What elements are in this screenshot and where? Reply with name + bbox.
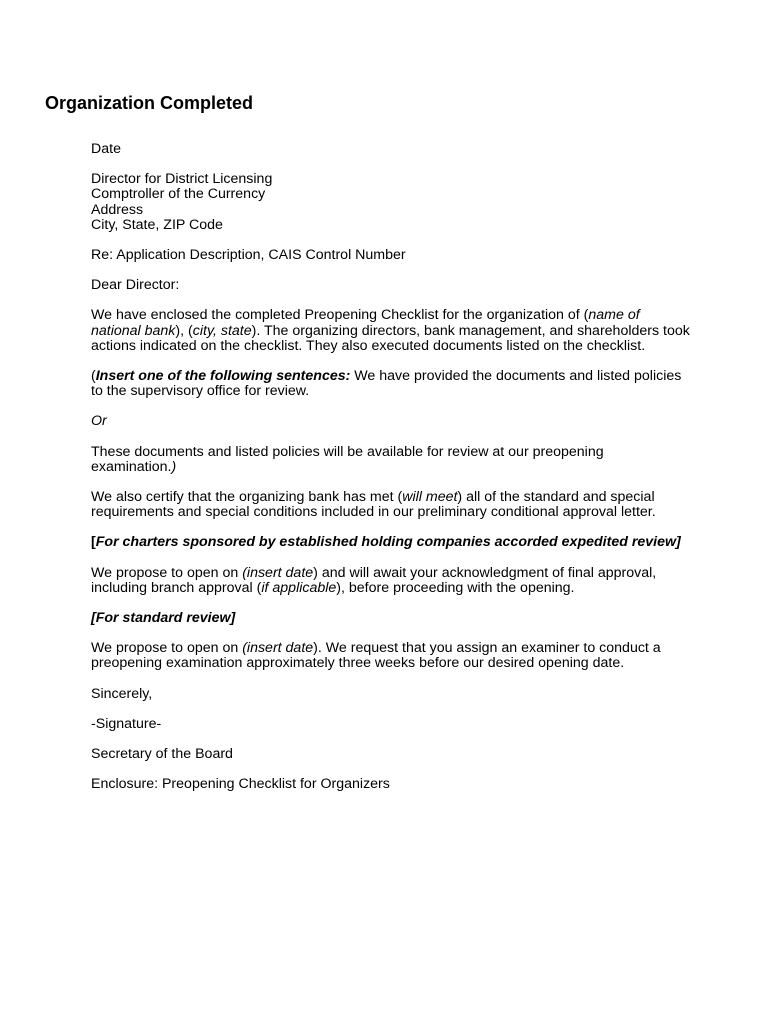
text: ). The organizing directors, bank management, and shareholders took actions indicated on the checklist. They also executed documents listed on the checklist. xyxy=(91,322,690,354)
signer-title: Secretary of the Board xyxy=(91,746,233,763)
letter-body xyxy=(91,142,691,807)
recipient-line: Director for District Licensing xyxy=(91,171,273,188)
text: We also certify that the organizing bank has met ( xyxy=(91,489,403,506)
placeholder-will-meet: will meet xyxy=(402,489,458,506)
text: ) all of the standard and special requirements and special conditions included in our preliminary conditional approval letter. xyxy=(91,489,656,521)
recipient-line: Address xyxy=(91,201,144,218)
text: ( xyxy=(91,368,96,385)
recipient-line: Comptroller of the Currency xyxy=(91,186,266,203)
text: We propose to open on xyxy=(91,564,243,581)
paragraph-available xyxy=(91,445,691,475)
instruction-text: Insert one of the following sentences: xyxy=(95,368,351,385)
date-line: Date xyxy=(91,141,121,157)
paragraph-enclosed xyxy=(91,308,691,354)
heading-text: For charters sponsored by established holding companies accorded expedited review] xyxy=(95,534,681,551)
text: These documents and listed policies will be available for review at our preopening examination. xyxy=(91,443,604,475)
page-title: Organization Completed xyxy=(45,93,254,113)
text: ), before proceeding with the opening. xyxy=(336,579,575,596)
text: We propose to open on xyxy=(91,640,243,657)
text: We have provided the documents and listed policies to the supervisory office for review. xyxy=(91,368,682,400)
text: ), ( xyxy=(175,322,193,339)
closing-paren: ) xyxy=(171,458,177,475)
paragraph-certify xyxy=(91,490,691,520)
placeholder-if-applicable: if applicable xyxy=(261,579,337,596)
signature-placeholder: -Signature- xyxy=(91,715,162,732)
closing: Sincerely, xyxy=(91,685,153,702)
paragraph-provided xyxy=(91,369,691,399)
paragraph-standard xyxy=(91,641,691,671)
enclosure-line: Enclosure: Preopening Checklist for Organizers xyxy=(91,776,390,793)
paragraph-expedited xyxy=(91,566,691,596)
recipient-address xyxy=(91,172,691,233)
text: ) and will await your acknowledgment of final approval, including branch approval ( xyxy=(91,564,657,596)
heading-standard-review: [For standard review] xyxy=(91,610,236,627)
placeholder-city-state: city, state xyxy=(192,322,252,339)
salutation: Dear Director: xyxy=(91,277,180,294)
bracket: [ xyxy=(91,534,96,551)
recipient-line: City, State, ZIP Code xyxy=(91,216,223,233)
placeholder-insert-date: (insert date xyxy=(242,564,314,581)
text: We have enclosed the completed Preopening Checklist for the organization of ( xyxy=(91,307,589,324)
text: ). We request that you assign an examiner to conduct a preopening examination approximately three weeks before our desired opening date. xyxy=(91,640,661,672)
or-separator: Or xyxy=(91,413,107,430)
re-line: Re: Application Description, CAIS Control Number xyxy=(91,247,406,264)
placeholder-bank-name: name of national bank xyxy=(91,307,640,339)
placeholder-insert-date: (insert date xyxy=(242,640,314,657)
heading-expedited-review xyxy=(91,535,691,550)
